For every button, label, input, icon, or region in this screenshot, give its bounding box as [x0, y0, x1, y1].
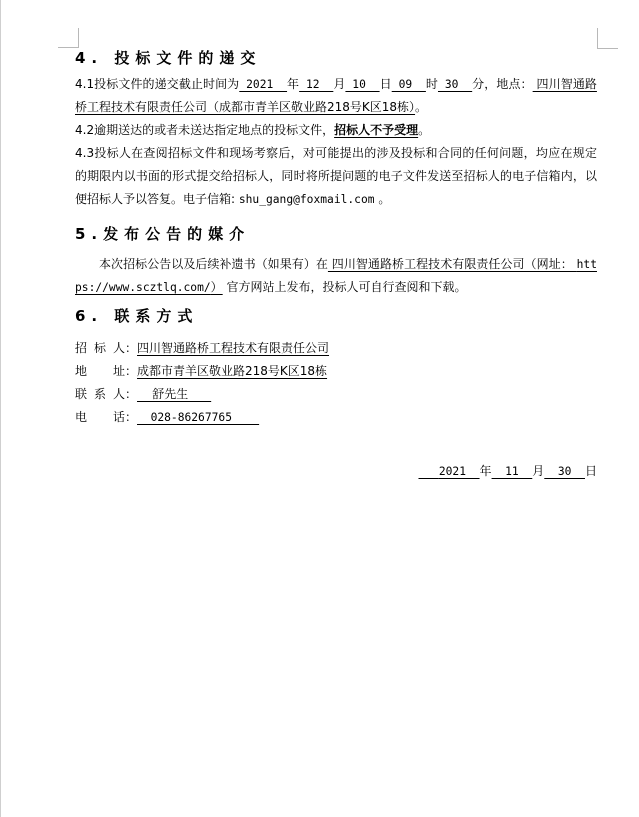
contact-row-person	[75, 383, 597, 406]
text-run: 028-86267765	[137, 411, 260, 424]
text-run: 。	[415, 100, 428, 114]
text-run: 年	[479, 464, 492, 478]
text-run: 日	[584, 464, 597, 478]
text-run: 月	[532, 464, 545, 478]
paragraph-4-3-questions-email	[75, 142, 597, 211]
contact-value-address	[137, 364, 327, 378]
contact-value-tenderer	[137, 341, 329, 355]
text-run: 日	[379, 77, 392, 91]
text-run: 。	[374, 192, 391, 206]
contact-row-phone	[75, 406, 597, 429]
contact-colon: ：	[125, 410, 138, 424]
section-heading-contact: 6. 联系方式	[75, 307, 199, 325]
text-run: 30	[437, 78, 473, 91]
text-run: 4.3投标人在查阅招标文件和现场考察后，对可能提出的涉及投标和合同的任何问题，均应在规定的期限内以书面的形式提交给招标人，同时将所提问题的电子文件发送至招标人的电子信箱内，以便招标人予以答复。电子信箱:	[75, 146, 597, 206]
contact-label-person: 联 系 人	[75, 387, 125, 401]
contact-block	[75, 337, 597, 429]
text-run: 4.2逾期送达的或者未送达指定地点的投标文件，	[75, 123, 335, 137]
text-run: 4.1投标文件的递交截止时间为	[75, 77, 240, 91]
paragraph-4-1-deadline	[75, 73, 597, 119]
text-run: 09	[391, 78, 426, 91]
text-run: 月	[333, 77, 346, 91]
text-run: 四川智通路桥工程技术有限责任公司（成都市青羊区敬业路218号K区18栋）	[75, 77, 597, 114]
text-run: 2021	[418, 465, 480, 478]
text-run: 30	[544, 465, 585, 478]
contact-value-person	[137, 387, 211, 401]
document-content	[75, 48, 597, 483]
text-run: shu_gang@foxmail.com	[238, 193, 375, 206]
text-run: 本次招标公告以及后续补遗书（如果有）在	[99, 257, 328, 271]
text-run: 分，地点：	[472, 77, 533, 91]
margin-crop-mark-top-right	[597, 28, 618, 49]
paragraph-4-2-late-delivery	[75, 119, 597, 142]
text-run: https://www.scztlq.com/	[75, 258, 597, 294]
text-run: 12	[299, 78, 334, 91]
section-heading-announcement-media: 5.发布公告的媒介	[75, 225, 251, 243]
contact-label-tenderer: 招 标 人	[75, 341, 125, 355]
text-run: 10	[345, 78, 380, 91]
contact-colon: ：	[125, 364, 138, 378]
text-run: 。	[418, 123, 431, 137]
text-run: 11	[491, 465, 533, 478]
contact-label-address: 地 址	[75, 364, 125, 378]
contact-value-phone	[137, 410, 259, 424]
contact-row-tenderer	[75, 337, 597, 360]
contact-colon: ：	[125, 387, 138, 401]
text-run: 2021	[239, 78, 288, 91]
paragraph-5-announcement-website	[75, 253, 597, 299]
margin-crop-mark-top-left	[58, 28, 79, 48]
text-run: ）	[210, 280, 223, 294]
document-date	[75, 460, 597, 483]
text-run: 舒先生	[137, 387, 212, 401]
text-run: 成都市青羊区敬业路218号K区18栋	[137, 364, 328, 378]
text-run: 招标人不予受理	[334, 123, 419, 137]
section-heading-submission: 4. 投标文件的递交	[75, 49, 262, 67]
text-run: 时	[425, 77, 438, 91]
contact-row-address	[75, 360, 597, 383]
contact-colon: ：	[125, 341, 138, 355]
text-run: 四川智通路桥工程技术有限责任公司（网址：	[327, 257, 577, 271]
text-run: 四川智通路桥工程技术有限责任公司	[137, 341, 330, 355]
text-run: 官方网站上发布，投标人可自行查阅和下载。	[222, 280, 467, 294]
page-left-edge	[0, 0, 1, 817]
contact-label-phone: 电 话	[75, 410, 125, 424]
text-run: 年	[287, 77, 300, 91]
